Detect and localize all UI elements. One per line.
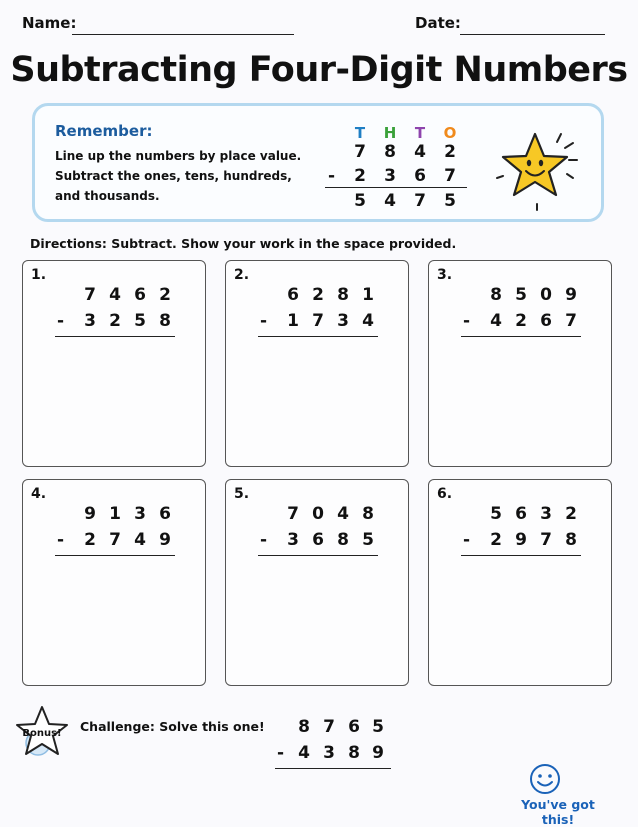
- top-digit: 0: [312, 504, 324, 524]
- challenge-minus-sign: -: [277, 743, 285, 763]
- top-digit: 9: [565, 285, 577, 305]
- remember-line: Line up the numbers by place value.: [55, 149, 302, 163]
- example-result-digit: 5: [354, 191, 366, 211]
- top-digit: 1: [109, 504, 121, 524]
- example-result-digit: 7: [414, 191, 426, 211]
- top-digit: 5: [490, 504, 502, 524]
- top-digit: 7: [287, 504, 299, 524]
- bottom-digit: 4: [490, 311, 502, 331]
- problem-box[interactable]: [22, 479, 206, 686]
- bottom-digit: 2: [490, 530, 502, 550]
- bottom-digit: 7: [312, 311, 324, 331]
- challenge-bottom-digit: 8: [348, 743, 360, 763]
- example-result-digit: 5: [444, 191, 456, 211]
- problem-box[interactable]: [22, 260, 206, 467]
- bottom-digit: 3: [287, 530, 299, 550]
- problem-number: 4.: [31, 486, 47, 502]
- example-bottom-digit: 2: [354, 166, 366, 186]
- top-digit: 8: [337, 285, 349, 305]
- minus-sign: -: [57, 311, 65, 331]
- top-digit: 6: [515, 504, 527, 524]
- top-digit: 4: [109, 285, 121, 305]
- bottom-digit: 5: [134, 311, 146, 331]
- challenge-top-digit: 6: [348, 717, 360, 737]
- top-digit: 3: [134, 504, 146, 524]
- minus-sign: -: [260, 311, 268, 331]
- top-digit: 4: [337, 504, 349, 524]
- minus-sign: -: [463, 530, 471, 550]
- example-top-digit: 7: [354, 142, 366, 162]
- bottom-digit: 6: [540, 311, 552, 331]
- name-field-line[interactable]: [72, 34, 294, 35]
- example-bottom-digit: 3: [384, 166, 396, 186]
- answer-line: [258, 336, 378, 337]
- example-top-digit: 4: [414, 142, 426, 162]
- bottom-digit: 1: [287, 311, 299, 331]
- bottom-digit: 2: [109, 311, 121, 331]
- name-label: Name:: [22, 14, 77, 32]
- problem-number: 3.: [437, 267, 453, 283]
- problem-box[interactable]: [428, 260, 612, 467]
- example-top-digit: 2: [444, 142, 456, 162]
- date-label: Date:: [415, 14, 461, 32]
- top-digit: 8: [490, 285, 502, 305]
- challenge-top-digit: 8: [298, 717, 310, 737]
- example-answer-line: [325, 187, 467, 188]
- date-field-line[interactable]: [460, 34, 605, 35]
- bottom-digit: 9: [515, 530, 527, 550]
- bottom-digit: 5: [362, 530, 374, 550]
- example-bottom-digit: 6: [414, 166, 426, 186]
- remember-line: Subtract the ones, tens, hundreds,: [55, 169, 292, 183]
- top-digit: 5: [515, 285, 527, 305]
- example-top-digit: 8: [384, 142, 396, 162]
- top-digit: 1: [362, 285, 374, 305]
- problem-box[interactable]: [225, 479, 409, 686]
- challenge-bottom-digit: 3: [323, 743, 335, 763]
- problem-box[interactable]: [225, 260, 409, 467]
- top-digit: 8: [362, 504, 374, 524]
- remember-title: Remember:: [55, 122, 153, 140]
- place-value-thousands: T: [354, 124, 366, 142]
- page-title: Subtracting Four-Digit Numbers: [10, 50, 628, 90]
- problem-number: 2.: [234, 267, 250, 283]
- answer-line: [55, 336, 175, 337]
- example-bottom-digit: 7: [444, 166, 456, 186]
- problem-number: 6.: [437, 486, 453, 502]
- remember-box: [32, 103, 604, 222]
- encouragement-message: You've got this!: [521, 797, 595, 827]
- bottom-digit: 7: [109, 530, 121, 550]
- bottom-digit: 3: [337, 311, 349, 331]
- problem-box[interactable]: [428, 479, 612, 686]
- top-digit: 6: [159, 504, 171, 524]
- smiley-face-icon: [528, 762, 562, 796]
- example-minus-sign: -: [328, 166, 336, 186]
- place-value-hundreds: H: [383, 124, 397, 142]
- top-digit: 2: [312, 285, 324, 305]
- challenge-top-digit: 5: [372, 717, 384, 737]
- minus-sign: -: [463, 311, 471, 331]
- place-value-ones: O: [443, 124, 457, 142]
- top-digit: 6: [287, 285, 299, 305]
- bonus-star-icon: [14, 705, 70, 759]
- bottom-digit: 4: [134, 530, 146, 550]
- top-digit: 9: [84, 504, 96, 524]
- challenge-bottom-digit: 9: [372, 743, 384, 763]
- smiling-star-icon: [495, 128, 581, 212]
- answer-line: [461, 336, 581, 337]
- example-result-digit: 4: [384, 191, 396, 211]
- bottom-digit: 6: [312, 530, 324, 550]
- top-digit: 2: [565, 504, 577, 524]
- bottom-digit: 9: [159, 530, 171, 550]
- challenge-answer-line: [275, 768, 391, 769]
- bottom-digit: 8: [565, 530, 577, 550]
- minus-sign: -: [260, 530, 268, 550]
- bottom-digit: 8: [337, 530, 349, 550]
- answer-line: [461, 555, 581, 556]
- bonus-label: Bonus!: [22, 728, 62, 739]
- answer-line: [55, 555, 175, 556]
- minus-sign: -: [57, 530, 65, 550]
- bottom-digit: 2: [515, 311, 527, 331]
- top-digit: 2: [159, 285, 171, 305]
- challenge-bottom-digit: 4: [298, 743, 310, 763]
- bottom-digit: 7: [540, 530, 552, 550]
- problem-number: 5.: [234, 486, 250, 502]
- bottom-digit: 2: [84, 530, 96, 550]
- bottom-digit: 4: [362, 311, 374, 331]
- bottom-digit: 7: [565, 311, 577, 331]
- challenge-top-digit: 7: [323, 717, 335, 737]
- top-digit: 6: [134, 285, 146, 305]
- directions: Directions: Subtract. Show your work in the space provided.: [30, 236, 457, 251]
- bottom-digit: 3: [84, 311, 96, 331]
- bottom-digit: 8: [159, 311, 171, 331]
- answer-line: [258, 555, 378, 556]
- remember-line: and thousands.: [55, 189, 160, 203]
- top-digit: 7: [84, 285, 96, 305]
- place-value-tens: T: [414, 124, 426, 142]
- top-digit: 0: [540, 285, 552, 305]
- problem-number: 1.: [31, 267, 47, 283]
- challenge-label: Challenge: Solve this one!: [80, 719, 265, 734]
- top-digit: 3: [540, 504, 552, 524]
